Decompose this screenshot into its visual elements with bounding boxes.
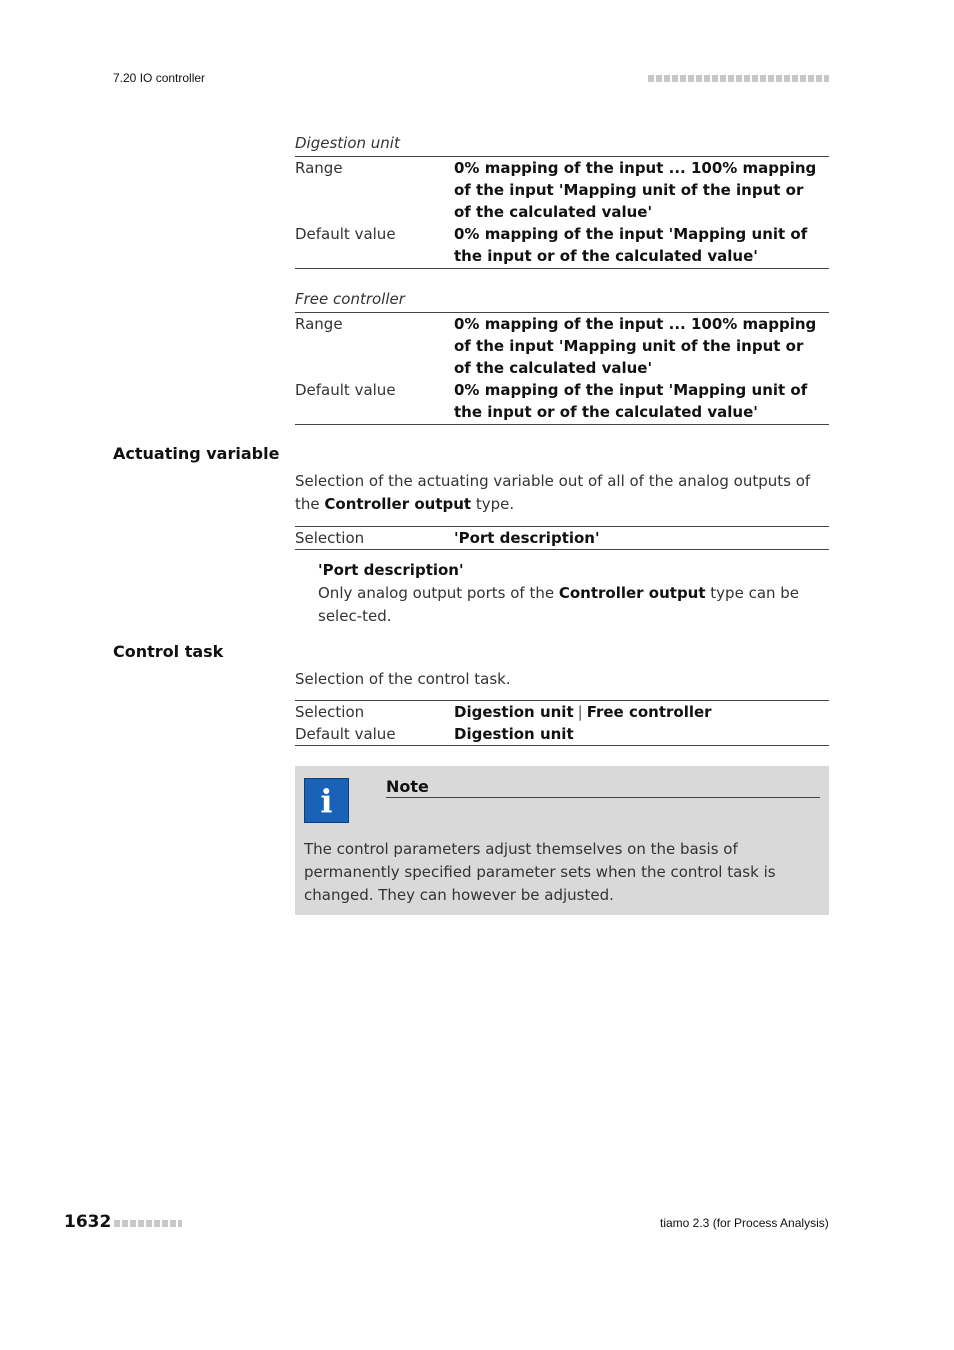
option-digestion-unit: Digestion unit [454, 703, 574, 721]
option-text-post: type can be selec-ted. [318, 584, 800, 625]
default-value: Digestion unit [454, 725, 574, 743]
product-name: tiamo 2.3 (for Process Analysis) [660, 1216, 829, 1230]
default-row [295, 379, 829, 425]
selection-value: 'Port description' [454, 529, 600, 547]
option-free-controller: Free controller [586, 703, 712, 721]
note-box [295, 766, 829, 915]
section-title-actuating-variable: Actuating variable [113, 444, 280, 463]
default-row [295, 723, 829, 745]
control-task-table [295, 700, 829, 746]
table-caption: Free controller [295, 288, 829, 313]
selection-label: Selection [295, 703, 365, 721]
default-value: 0% mapping of the input 'Mapping unit of the input or of the calculated value' [454, 225, 808, 265]
range-value: 0% mapping of the input ... 100% mapping of the input 'Mapping unit of the input or of the calculated value' [454, 315, 817, 377]
option-text [318, 582, 829, 628]
default-label: Default value [295, 381, 396, 399]
section-title-control-task: Control task [113, 642, 224, 661]
option-description [318, 559, 829, 628]
note-body: The control parameters adjust themselves on the basis of permanently specified parameter sets when the control task is changed. They can however be adjusted. [304, 840, 776, 904]
selection-row [295, 527, 829, 549]
desc-text: Selection of the actuating variable out of all of the analog outputs of the [295, 472, 811, 513]
option-title: 'Port description' [318, 561, 464, 579]
selection-value [454, 701, 712, 723]
actuating-description [295, 470, 829, 516]
range-label: Range [295, 315, 343, 333]
digestion-unit-table [295, 132, 829, 269]
running-header-section: 7.20 IO controller [113, 71, 206, 85]
desc-bold: Controller output [324, 495, 472, 513]
free-controller-table [295, 288, 829, 425]
range-row [295, 157, 829, 223]
desc-text-end: type. [471, 495, 515, 513]
selection-row [295, 701, 829, 723]
page-number: 1632 [64, 1212, 112, 1232]
option-text-bold: Controller output [558, 584, 706, 602]
default-label: Default value [295, 725, 396, 743]
note-title: Note [386, 776, 820, 798]
option-text-pre: Only analog output ports of the [318, 584, 559, 602]
default-row [295, 223, 829, 269]
control-task-description: Selection of the control task. [295, 670, 511, 688]
info-icon: i [304, 778, 349, 823]
footer-decoration [114, 1220, 182, 1227]
table-caption: Digestion unit [295, 132, 829, 157]
default-value: 0% mapping of the input 'Mapping unit of the input or of the calculated value' [454, 381, 808, 421]
header-decoration [648, 75, 829, 82]
option-separator: | [577, 703, 583, 721]
selection-label: Selection [295, 529, 365, 547]
range-label: Range [295, 159, 343, 177]
actuating-selection-table [295, 526, 829, 550]
range-row [295, 313, 829, 379]
range-value: 0% mapping of the input ... 100% mapping of the input 'Mapping unit of the input or of the calculated value' [454, 159, 817, 221]
default-label: Default value [295, 225, 396, 243]
